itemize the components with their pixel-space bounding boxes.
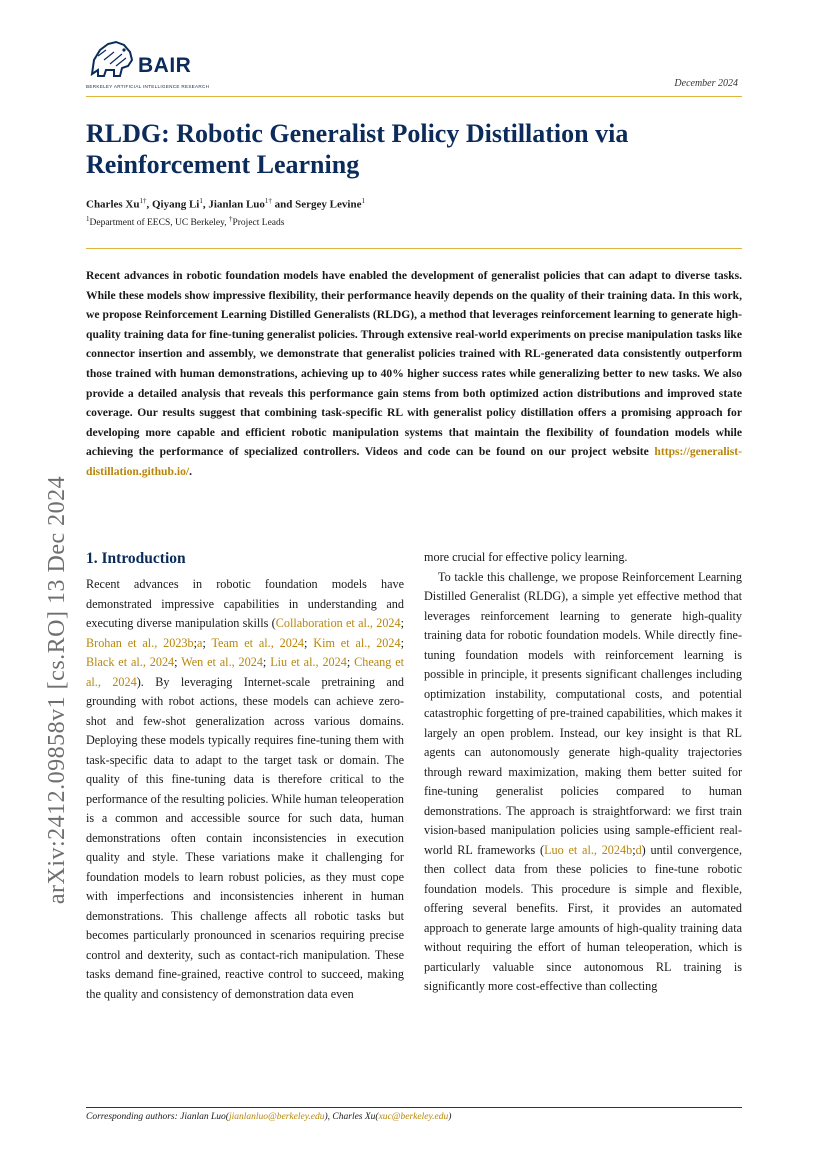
footer-text: Corresponding authors: Jianlan Luo( (86, 1112, 229, 1122)
affiliation-text: Project Leads (232, 218, 285, 229)
footer-text: ) (448, 1112, 452, 1122)
footer-text: ), Charles Xu( (324, 1112, 379, 1122)
citation-link[interactable]: Kim et al., 2024 (313, 635, 401, 650)
citation-link[interactable]: Cheang et al., 2024 (86, 655, 405, 689)
abstract-end: . (189, 464, 192, 478)
author-separator: and (271, 198, 296, 211)
author-mark: 1 (199, 197, 203, 205)
section-heading: 1. Introduction (86, 550, 186, 567)
affiliation-text: Department of EECS, UC Berkeley, (89, 218, 229, 229)
paper-date: December 2024 (674, 78, 738, 89)
paper-title: RLDG: Robotic Generalist Policy Distillation via Reinforcement Learning (86, 119, 629, 179)
author-name: Charles Xu (86, 198, 140, 211)
bair-logo (86, 36, 210, 92)
citation-link[interactable]: Brohan et al., 2023b (86, 635, 194, 650)
affiliation (86, 215, 284, 228)
abstract (86, 266, 742, 482)
intro-paragraph-1 (86, 575, 404, 1004)
citation-separator: ; (193, 635, 198, 650)
citation-link[interactable]: Wen et al., 2024 (181, 655, 263, 669)
citation-separator: ; (400, 635, 404, 650)
paragraph-text: ). By leveraging Internet-scale pretraining and grounding with robot actions, these models can achieve zero-shot and few-shot generalization across various domains. Deploying these models typically requires fine-tuning them with task-specific data to adapt to the target task or domain. The quality of this fine-tuning data is therefore critical to the performance of the resulting policies. While human teleoperation is a common and accessible source for such data, human demonstrations often contain inconsistencies in execution quality and style. These variations make it challenging for foundation models to learn robust policies, as they must cope with imperfections and inconsistencies inherent in human demonstrations. This challenge affects all robotic tasks but becomes particularly pronounced in scenarios requiring precise control and dexterity, such as contact-rich manipulation. These tasks demand fine-grained, reactive control to succeed, making the quality and consistency of demonstration data even (86, 674, 405, 1001)
abstract-text: Recent advances in robotic foundation models have enabled the development of generalist policies that can adapt to diverse tasks. While these models show impressive flexibility, their performance heavily depends on the quality of their training data. In this work, we propose Reinforcement Learning Distilled Generalists (RLDG), a method that leverages reinforcement learning to generate high-quality training data for fine-tuning generalist policies. Through extensive real-world experiments on precise manipulation tasks like connector insertion and assembly, we demonstrate that generalist policies trained with RL-generated data consistently outperform those trained with human demonstrations, achieving up to 40% higher success rates while generalizing better to new tasks. We also provide a detailed analysis that reveals this performance gain stems from both optimized action distributions and improved state coverage. Our results suggest that combining task-specific RL with generalist policy distillation offers a promising approach for developing more capable and efficient robotic manipulation systems that maintain the flexibility of foundation models while achieving the performance of specialized controllers. Videos and code can be found on our project website (86, 269, 742, 459)
author-separator: , (202, 198, 209, 211)
author-name: Sergey Levine (295, 198, 362, 211)
affiliation-mark: † (228, 215, 233, 223)
logo-text: BAIR (138, 54, 192, 77)
citation-separator: ; (174, 655, 182, 669)
author-name: Jianlan Luo (208, 198, 265, 211)
logo-subtext: BERKELEY ARTIFICIAL INTELLIGENCE RESEARCH (86, 84, 210, 89)
citation-link[interactable]: Luo et al., 2024b (544, 842, 633, 857)
citation-link[interactable]: Collaboration et al., 2024 (275, 616, 401, 630)
paragraph-text: To tackle this challenge, we propose Reinforcement Learning Distilled Generalist (RLDG), a simple yet effective method that leverages reinforcement learning to generate high-quality training data for robotic foundation models. While directly fine-tuning foundation models with reinforcement learning is possible in principle, it presents significant challenges including optimization instability, computational costs, and potential catastrophic forgetting of pre-trained capabilities, which makes it largely an open problem. Instead, our key insight is that RL agents can autonomously generate high-quality trajectories through reward maximization, making them better suited for fine-tuning generalist policies compared to human demonstrations. The approach is straightforward: we first train vision-based manipulation policies using sample-efficient real-world RL frameworks ( (424, 569, 742, 857)
author-name: Qiyang Li (151, 198, 200, 211)
email-link[interactable]: xuc@berkeley.edu (378, 1112, 449, 1122)
citation-link[interactable]: Black et al., 2024 (86, 655, 175, 669)
paragraph-text: ) until convergence, then collect data from these policies to fine-tune robotic foundation models. This procedure is simple and flexible, offering several benefits. First, it provides an automated approach to generate large amounts of high-quality training data without requiring the effort of human teleoperation, which is particularly valuable since autonomous RL training is significantly more cost-effective than collecting (424, 842, 742, 993)
left-column (86, 548, 404, 1004)
footer-divider (86, 1107, 742, 1108)
email-link[interactable]: jianlanluo@berkeley.edu (228, 1112, 325, 1122)
corresponding-authors (86, 1112, 451, 1122)
citation-link[interactable]: d (635, 842, 642, 857)
abstract-divider (86, 248, 742, 249)
affiliation-mark: 1 (86, 215, 90, 223)
citation-separator: ; (202, 635, 212, 650)
citation-separator: ; (304, 635, 314, 650)
bear-logo-icon (86, 36, 136, 82)
author-mark: 1 (361, 197, 365, 205)
author-mark: 1† (139, 197, 147, 205)
author-list (86, 197, 365, 211)
citation-separator: ; (400, 616, 404, 630)
citation-link[interactable]: Liu et al., 2024 (270, 655, 347, 669)
intro-paragraph-2 (424, 568, 742, 997)
intro-paragraph-continued: more crucial for effective policy learning. (424, 550, 628, 564)
author-separator: , (146, 198, 152, 211)
citation-separator: ; (632, 842, 636, 857)
citation-separator: ; (262, 655, 271, 669)
project-website-link[interactable]: https://generalist-distillation.github.io/ (86, 445, 742, 478)
arxiv-identifier: arXiv:2412.09858v1 [cs.RO] 13 Dec 2024 (44, 475, 70, 905)
author-mark: 1† (264, 197, 272, 205)
citation-link[interactable]: a (197, 635, 203, 650)
citation-separator: ; (346, 655, 355, 669)
header-divider (86, 96, 742, 97)
citation-link[interactable]: Team et al., 2024 (211, 635, 305, 650)
paragraph-text: Recent advances in robotic foundation models have demonstrated impressive capabilities in understanding and executing diverse manipulation skills ( (86, 577, 404, 630)
right-column (424, 548, 742, 997)
